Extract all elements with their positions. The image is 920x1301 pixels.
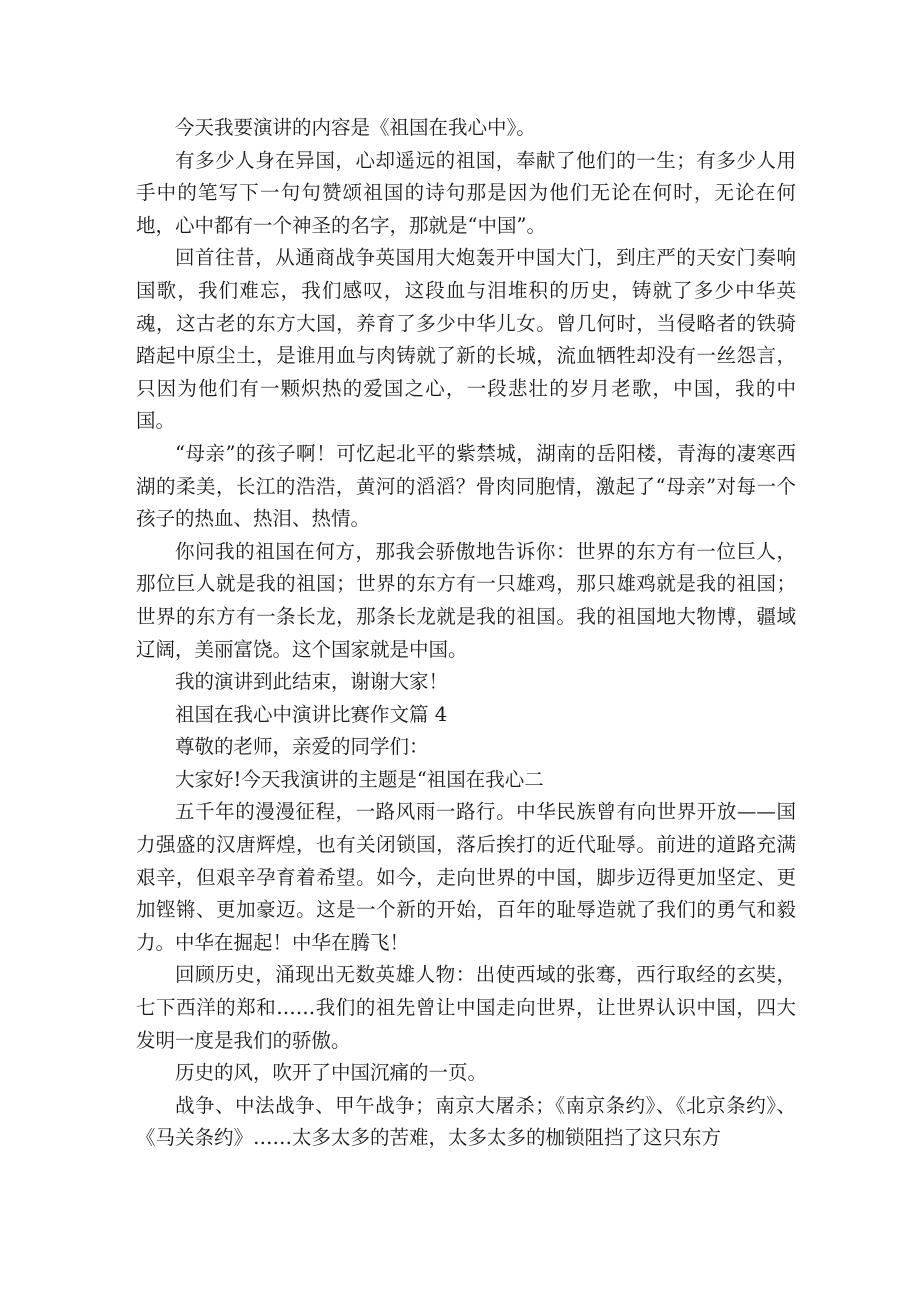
paragraph: 战争、中法战争、甲午战争；南京大屠杀；《南京条约》、《北京条约》、《马关条约》……太多太多的苦难，太多太多的枷锁阻挡了这只东方 — [136, 1093, 796, 1150]
paragraph: 今天我要演讲的内容是《祖国在我心中》。 — [175, 116, 536, 139]
paragraph: 尊敬的老师，亲爱的同学们： — [175, 735, 429, 759]
paragraph: 你问我的祖国在何方，那我会骄傲地告诉你：世界的东方有一位巨人，那位巨人就是我的祖国；世界的东方有一只雄鸡，那只雄鸡就是我的祖国；世界的东方有一条长龙，那条长龙就是我的祖国。我的祖国地大物博，疆域辽阔，美丽富饶。这个国家就是中国。 — [136, 539, 796, 661]
paragraph: 历史的风，吹开了中国沉痛的一页。 — [175, 1061, 488, 1085]
paragraph: 我的演讲到此结束，谢谢大家！ — [175, 670, 449, 694]
paragraph: 回顾历史，涌现出无数英雄人物：出使西域的张骞，西行取经的玄奘，七下西洋的郑和……我们的祖先曾让中国走向世界，让世界认识中国，四大发明一度是我们的骄傲。 — [136, 963, 796, 1052]
document-body — [136, 112, 796, 1155]
paragraph: 有多少人身在异国，心却遥远的祖国，奉献了他们的一生；有多少人用手中的笔写下一句句赞颂祖国的诗句那是因为他们无论在何时，无论在何地，心中都有一个神圣的名字，那就是“中国”。 — [136, 148, 796, 237]
paragraph: 大家好!今天我演讲的主题是“祖国在我心二 — [175, 767, 544, 791]
paragraph: 回首往昔，从通商战争英国用大炮轰开中国大门，到庄严的天安门奏响国歌，我们难忘，我们感叹，这段血与泪堆积的历史，铸就了多少中华英魂，这古老的东方大国，养育了多少中华儿女。曾几何时，当侵略者的铁骑踏起中原尘土，是谁用血与肉铸就了新的长城，流血牺牲却没有一丝怨言，只因为他们有一颗炽热的爱国之心，一段悲壮的岁月老歌，中国，我的中国。 — [136, 246, 796, 433]
section-heading: 祖国在我心中演讲比赛作文篇 4 — [175, 702, 448, 726]
paragraph: “母亲”的孩子啊！可忆起北平的紫禁城，湖南的岳阳楼，青海的凄寒西湖的柔美，长江的浩浩，黄河的滔滔？骨肉同胞情，激起了“母亲”对每一个孩子的热血、热泪、热情。 — [136, 441, 796, 531]
paragraph: 五千年的漫漫征程，一路风雨一路行。中华民族曾有向世界开放——国力强盛的汉唐辉煌，也有关闭锁国，落后挨打的近代耻辱。前进的道路充满艰辛，但艰辛孕育着希望。如今，走向世界的中国，脚步迈得更加坚定、更加铿锵、更加豪迈。这是一个新的开始，百年的耻辱造就了我们的勇气和毅力。中华在掘起！中华在腾飞！ — [136, 800, 796, 954]
